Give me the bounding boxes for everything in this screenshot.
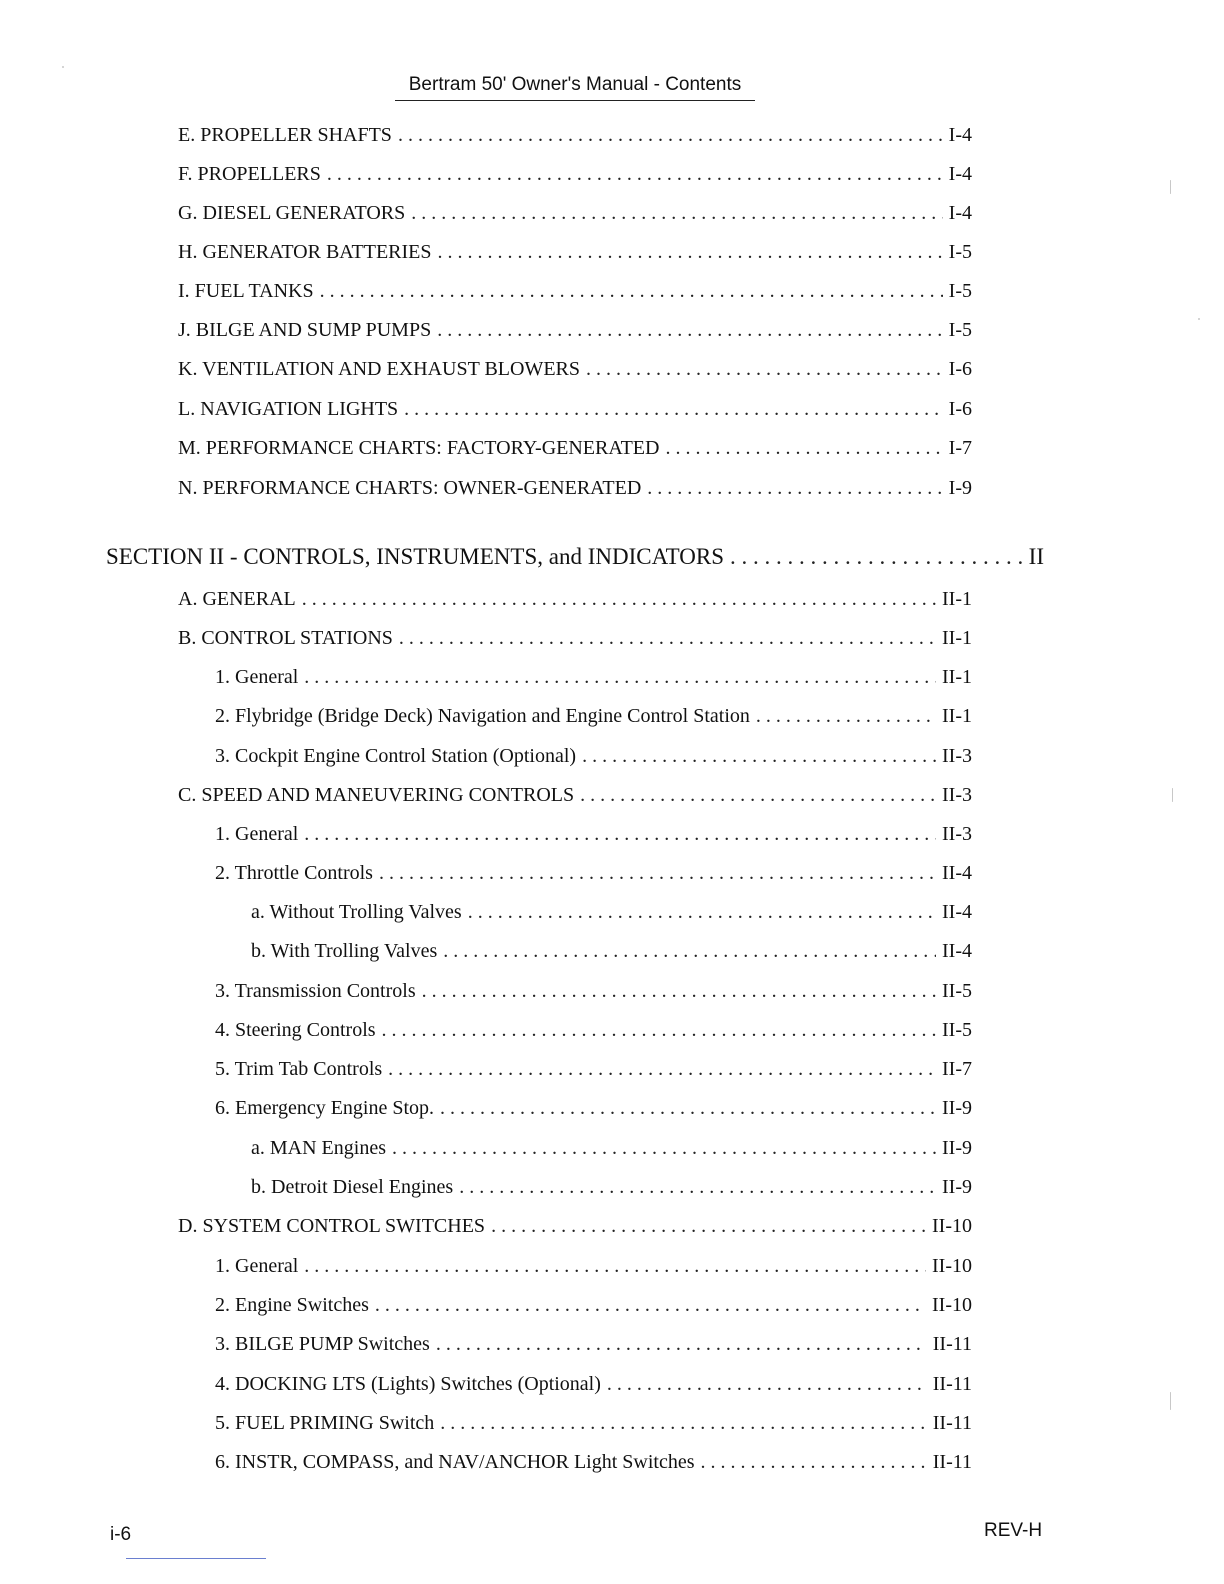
dot-leader [468, 901, 936, 924]
dot-leader [438, 241, 943, 264]
toc-entry-page: II-11 [932, 1333, 972, 1355]
dot-leader [582, 745, 936, 768]
toc-entry-page: II-11 [932, 1451, 972, 1473]
toc-section-label: SECTION II - CONTROLS, INSTRUMENTS, and INDICATORS [106, 544, 725, 569]
toc-entry-label: 3. BILGE PUMP Switches [215, 1333, 430, 1355]
dot-leader [701, 1451, 927, 1474]
dot-leader [730, 544, 1023, 570]
toc-entry [178, 241, 972, 264]
toc-entry [178, 319, 972, 342]
scan-speck [1172, 788, 1173, 802]
toc-entry [178, 588, 972, 611]
toc-entry-label: 5. Trim Tab Controls [215, 1058, 383, 1080]
toc-entry-page: I-5 [948, 319, 972, 341]
dot-leader [459, 1176, 936, 1199]
toc-entry-label: N. PERFORMANCE CHARTS: OWNER-GENERATED [178, 477, 642, 499]
toc-entry-label: 3. Transmission Controls [215, 980, 416, 1002]
dot-leader [422, 980, 936, 1003]
dot-leader [379, 862, 936, 885]
toc-entry-label: a. Without Trolling Valves [251, 901, 462, 923]
dot-leader [756, 705, 936, 728]
toc-entry-page: I-9 [948, 477, 972, 499]
toc-entry [251, 1176, 972, 1199]
dot-leader [436, 1333, 927, 1356]
toc-entry-page: II-7 [942, 1058, 972, 1080]
toc-entry-label: G. DIESEL GENERATORS [178, 202, 406, 224]
scan-speck [1170, 1392, 1171, 1410]
toc-entry [215, 1333, 972, 1356]
toc-entry [215, 1373, 972, 1396]
toc-entry [178, 1215, 972, 1238]
toc-entry-page: II-4 [942, 940, 972, 962]
toc-entry [215, 705, 972, 728]
dot-leader [388, 1058, 936, 1081]
toc-entry-label: I. FUEL TANKS [178, 280, 314, 302]
toc-entry [215, 862, 972, 885]
dot-leader [304, 823, 936, 846]
toc-entry-page: II-9 [942, 1137, 972, 1159]
toc-entry-label: J. BILGE AND SUMP PUMPS [178, 319, 432, 341]
toc-entry-page: II-4 [942, 862, 972, 884]
toc-entry-page: II-1 [942, 588, 972, 610]
toc-entry-page: II-11 [932, 1373, 972, 1395]
toc-entry-page: II-1 [942, 666, 972, 688]
toc-entry [178, 437, 972, 460]
scan-speck [1198, 318, 1200, 320]
dot-leader [491, 1215, 926, 1238]
toc-entry-page: II-5 [942, 980, 972, 1002]
page-header: Bertram 50' Owner's Manual - Contents [395, 74, 755, 101]
dot-leader [382, 1019, 936, 1042]
dot-leader [437, 319, 942, 342]
toc-entry-page: II-10 [932, 1294, 972, 1316]
toc-entry-label: D. SYSTEM CONTROL SWITCHES [178, 1215, 486, 1237]
toc-entry-page: II-3 [942, 745, 972, 767]
toc-entry-label: 4. Steering Controls [215, 1019, 376, 1041]
toc-entry-label: F. PROPELLERS [178, 163, 321, 185]
toc-entry [215, 980, 972, 1003]
toc-entry [178, 202, 972, 225]
dot-leader [302, 588, 936, 611]
dot-leader [392, 1137, 936, 1160]
toc-entry [178, 398, 972, 421]
toc-entry-page: II-1 [942, 705, 972, 727]
toc-entry [215, 1294, 972, 1317]
toc-entry [251, 901, 972, 924]
dot-leader [304, 1255, 926, 1278]
toc-entry-label: B. CONTROL STATIONS [178, 627, 393, 649]
toc-entry-page: II-3 [942, 784, 972, 806]
toc-entry-page: I-4 [948, 124, 972, 146]
toc-entry-page: II-9 [942, 1097, 972, 1119]
toc-entry-label: L. NAVIGATION LIGHTS [178, 398, 399, 420]
toc-entry-label: 1. General [215, 1255, 299, 1277]
toc-entry [178, 163, 972, 186]
toc-entry [215, 1019, 972, 1042]
toc-section-page: II [1028, 544, 1044, 569]
scan-speck [62, 66, 64, 68]
dot-leader [665, 437, 942, 460]
dot-leader [399, 627, 936, 650]
dot-leader [304, 666, 936, 689]
dot-leader [404, 398, 943, 421]
toc-entry-label: 2. Throttle Controls [215, 862, 373, 884]
dot-leader [443, 940, 936, 963]
toc-entry [215, 666, 972, 689]
toc-entry-label: 1. General [215, 666, 299, 688]
toc-entry [178, 784, 972, 807]
toc-entry-page: II-3 [942, 823, 972, 845]
toc-entry-page: II-10 [932, 1215, 972, 1237]
toc-entry [215, 745, 972, 768]
toc-entry-page: II-10 [932, 1255, 972, 1277]
dot-leader [440, 1097, 936, 1120]
toc-entry-page: I-6 [948, 398, 972, 420]
toc-section-heading [106, 544, 1044, 570]
toc-entry-label: 6. INSTR, COMPASS, and NAV/ANCHOR Light Switches [215, 1451, 695, 1473]
toc-entry [178, 627, 972, 650]
dot-leader [586, 358, 943, 381]
toc-entry [178, 358, 972, 381]
toc-entry-label: 3. Cockpit Engine Control Station (Optional) [215, 745, 577, 767]
toc-entry [215, 1451, 972, 1474]
footer-rule [126, 1558, 266, 1559]
toc-entry [215, 1097, 972, 1120]
toc-entry-label: 2. Engine Switches [215, 1294, 369, 1316]
toc-entry-label: a. MAN Engines [251, 1137, 386, 1159]
toc-entry [178, 124, 972, 147]
toc-entry [215, 1412, 972, 1435]
toc-entry-page: II-1 [942, 627, 972, 649]
toc-entry-label: b. Detroit Diesel Engines [251, 1176, 454, 1198]
toc-entry-page: I-6 [948, 358, 972, 380]
toc-entry-label: A. GENERAL [178, 588, 296, 610]
toc-entry-label: 5. FUEL PRIMING Switch [215, 1412, 435, 1434]
revision-label: REV-H [984, 1520, 1043, 1541]
toc-entry [178, 280, 972, 303]
toc-entry [215, 1255, 972, 1278]
toc-entry-page: I-4 [948, 163, 972, 185]
dot-leader [411, 202, 942, 225]
toc-entry-label: 4. DOCKING LTS (Lights) Switches (Optional) [215, 1373, 601, 1395]
toc-entry-label: M. PERFORMANCE CHARTS: FACTORY-GENERATED [178, 437, 660, 459]
dot-leader [375, 1294, 926, 1317]
toc-entry [178, 477, 972, 500]
toc-entry-label: K. VENTILATION AND EXHAUST BLOWERS [178, 358, 581, 380]
toc-entry-page: II-5 [942, 1019, 972, 1041]
toc-entry-page: II-9 [942, 1176, 972, 1198]
toc-entry-page: II-4 [942, 901, 972, 923]
toc-entry [215, 1058, 972, 1081]
toc-entry-label: 2. Flybridge (Bridge Deck) Navigation and Engine Control Station [215, 705, 750, 727]
toc-entry [215, 823, 972, 846]
toc-entry-label: b. With Trolling Valves [251, 940, 438, 962]
dot-leader [580, 784, 936, 807]
toc-entry-label: 1. General [215, 823, 299, 845]
toc-entry-page: I-7 [948, 437, 972, 459]
dot-leader [647, 477, 942, 500]
toc-entry-page: II-11 [932, 1412, 972, 1434]
dot-leader [320, 280, 943, 303]
dot-leader [607, 1373, 927, 1396]
toc-entry-label: C. SPEED AND MANEUVERING CONTROLS [178, 784, 575, 806]
toc-entry-page: I-4 [948, 202, 972, 224]
toc-entry-page: I-5 [948, 280, 972, 302]
dot-leader [327, 163, 943, 186]
toc-entry-label: H. GENERATOR BATTERIES [178, 241, 432, 263]
toc-entry-label: 6. Emergency Engine Stop. [215, 1097, 435, 1119]
toc-entry [251, 1137, 972, 1160]
dot-leader [398, 124, 943, 147]
toc-entry-label: E. PROPELLER SHAFTS [178, 124, 392, 146]
toc-entry [251, 940, 972, 963]
page-number: i-6 [110, 1524, 132, 1545]
dot-leader [440, 1412, 926, 1435]
toc-entry-page: I-5 [948, 241, 972, 263]
scan-speck [1170, 180, 1171, 194]
